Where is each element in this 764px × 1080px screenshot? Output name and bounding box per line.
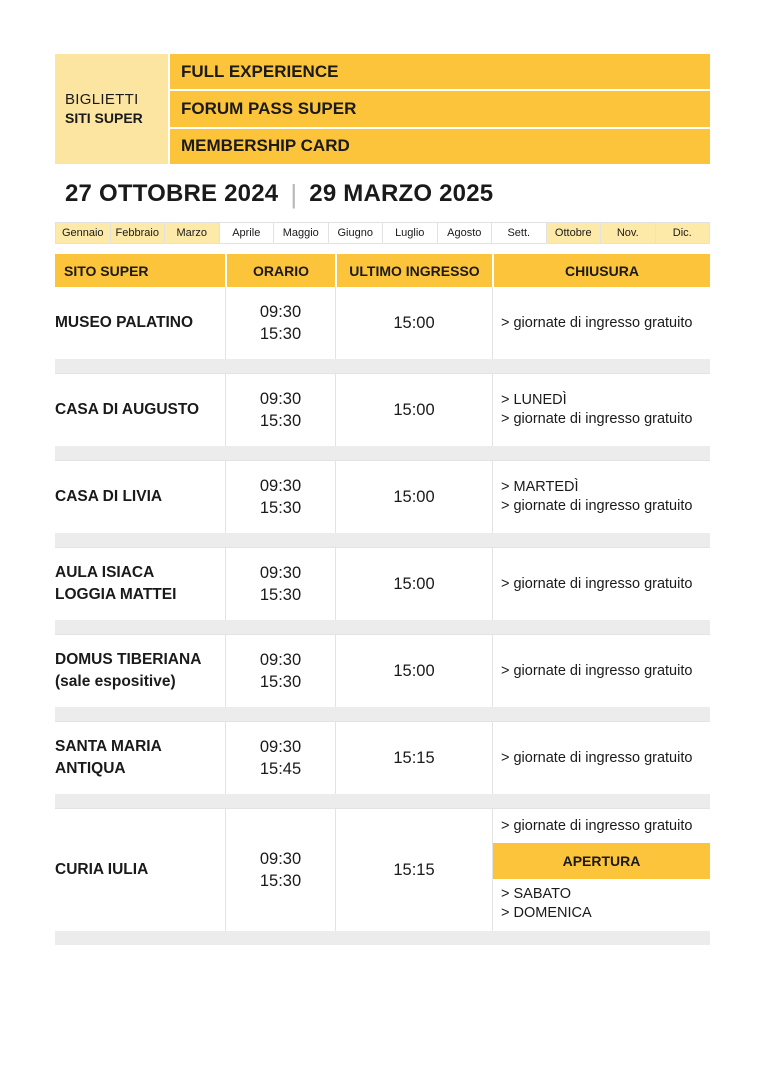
hours-cell — [225, 461, 335, 533]
closing-item: > giornate di ingresso gratuito — [501, 314, 693, 331]
site-name-line1: MUSEO PALATINO — [55, 314, 194, 331]
header-hours: ORARIO — [225, 254, 335, 287]
last-entry-cell: 15:15 — [335, 722, 492, 794]
month-cell: Nov. — [601, 223, 656, 243]
row-separator — [55, 359, 710, 373]
closing-time: 15:30 — [259, 586, 302, 604]
opening-day: > DOMENICA — [501, 905, 592, 921]
period-separator: | — [290, 178, 298, 209]
month-cell: Dic. — [656, 223, 710, 243]
hours-cell — [225, 809, 335, 931]
site-name-line1: CASA DI AUGUSTO — [55, 401, 200, 418]
table-row-curia-iulia — [55, 808, 710, 931]
closing-note: > giornate di ingresso gratuito — [501, 818, 693, 834]
hours-cell — [225, 374, 335, 446]
site-name-line2: LOGGIA MATTEI — [55, 586, 177, 603]
site-name-line1: DOMUS TIBERIANA — [55, 651, 202, 668]
closing-cell — [492, 548, 710, 620]
closing-cell — [492, 287, 710, 359]
closing-time: 15:30 — [259, 412, 302, 430]
table-row — [55, 721, 710, 794]
last-entry-cell: 15:15 — [335, 809, 492, 931]
closing-item: > LUNEDÌ — [501, 392, 567, 408]
hours-cell — [225, 635, 335, 707]
site-name-line1: AULA ISIACA — [55, 564, 155, 581]
schedule-sheet — [55, 54, 710, 945]
closing-item: > giornate di ingresso gratuito — [501, 575, 693, 592]
opening-time: 09:30 — [259, 390, 302, 408]
site-name — [55, 635, 225, 707]
site-name-line2: (sale espositive) — [55, 673, 176, 690]
closing-time: 15:45 — [259, 760, 302, 778]
opening-day: > SABATO — [501, 886, 571, 902]
month-cell: Ottobre — [547, 223, 602, 243]
header-last-entry: ULTIMO INGRESSO — [335, 254, 492, 287]
closing-item: > MARTEDÌ — [501, 479, 579, 495]
closing-item: > giornate di ingresso gratuito — [501, 411, 693, 427]
ticket-types — [170, 54, 710, 164]
site-name — [55, 722, 225, 794]
last-entry-cell: 15:00 — [335, 635, 492, 707]
opening-time: 09:30 — [259, 651, 302, 669]
closing-cell — [492, 722, 710, 794]
header-closing: CHIUSURA — [492, 254, 710, 287]
closing-item: > giornate di ingresso gratuito — [501, 749, 693, 766]
month-cell: Giugno — [329, 223, 384, 243]
row-separator — [55, 931, 710, 945]
table-row — [55, 460, 710, 533]
ticket-type-full-experience: FULL EXPERIENCE — [170, 54, 710, 89]
site-name — [55, 374, 225, 446]
opening-time: 09:30 — [259, 850, 302, 868]
last-entry-cell: 15:00 — [335, 374, 492, 446]
closing-time: 15:30 — [259, 673, 302, 691]
ticket-type-membership-card: MEMBERSHIP CARD — [170, 129, 710, 164]
site-name — [55, 461, 225, 533]
site-name — [55, 287, 225, 359]
month-cell: Maggio — [274, 223, 329, 243]
opening-time: 09:30 — [259, 303, 302, 321]
site-name — [55, 548, 225, 620]
month-cell: Aprile — [220, 223, 275, 243]
month-cell: Febbraio — [111, 223, 166, 243]
row-separator — [55, 620, 710, 634]
hours-cell — [225, 548, 335, 620]
table-row — [55, 547, 710, 620]
validity-period — [55, 178, 710, 210]
closing-cell — [492, 809, 710, 931]
month-cell: Sett. — [492, 223, 547, 243]
hours-cell — [225, 722, 335, 794]
table-row — [55, 634, 710, 707]
month-strip — [55, 222, 710, 244]
ticket-type-forum-pass-super: FORUM PASS SUPER — [170, 91, 710, 126]
month-cell: Luglio — [383, 223, 438, 243]
row-separator — [55, 794, 710, 808]
table-body — [55, 287, 710, 808]
site-name-line1: CASA DI LIVIA — [55, 488, 163, 505]
opening-header: APERTURA — [493, 843, 710, 879]
ticket-label-line1: BIGLIETTI — [65, 91, 139, 108]
last-entry-cell: 15:00 — [335, 461, 492, 533]
closing-time: 15:30 — [259, 872, 302, 890]
ticket-block — [55, 54, 710, 164]
closing-item: > giornate di ingresso gratuito — [501, 662, 693, 679]
ticket-label-line2: SITI SUPER — [65, 110, 143, 126]
ticket-label — [55, 54, 168, 164]
site-name-line1: SANTA MARIA — [55, 738, 162, 755]
table-header — [55, 254, 710, 287]
closing-item: > giornate di ingresso gratuito — [501, 498, 693, 514]
closing-cell — [492, 374, 710, 446]
last-entry-cell: 15:00 — [335, 548, 492, 620]
closing-cell — [492, 461, 710, 533]
row-separator — [55, 446, 710, 460]
site-name-line1: CURIA IULIA — [55, 861, 149, 878]
header-site: SITO SUPER — [55, 254, 225, 287]
opening-time: 09:30 — [259, 564, 302, 582]
last-entry-cell: 15:00 — [335, 287, 492, 359]
closing-time: 15:30 — [259, 499, 302, 517]
closing-cell — [492, 635, 710, 707]
opening-time: 09:30 — [259, 477, 302, 495]
period-end: 29 MARZO 2025 — [309, 180, 494, 207]
period-start: 27 OTTOBRE 2024 — [65, 180, 279, 207]
closing-time: 15:30 — [259, 325, 302, 343]
site-name — [55, 809, 225, 931]
hours-cell — [225, 287, 335, 359]
month-cell: Marzo — [165, 223, 220, 243]
table-row — [55, 373, 710, 446]
month-cell: Gennaio — [56, 223, 111, 243]
month-cell: Agosto — [438, 223, 493, 243]
row-separator — [55, 533, 710, 547]
table-row — [55, 287, 710, 359]
opening-days — [493, 879, 592, 923]
row-separator — [55, 707, 710, 721]
site-name-line2: ANTIQUA — [55, 760, 126, 777]
opening-time: 09:30 — [259, 738, 302, 756]
